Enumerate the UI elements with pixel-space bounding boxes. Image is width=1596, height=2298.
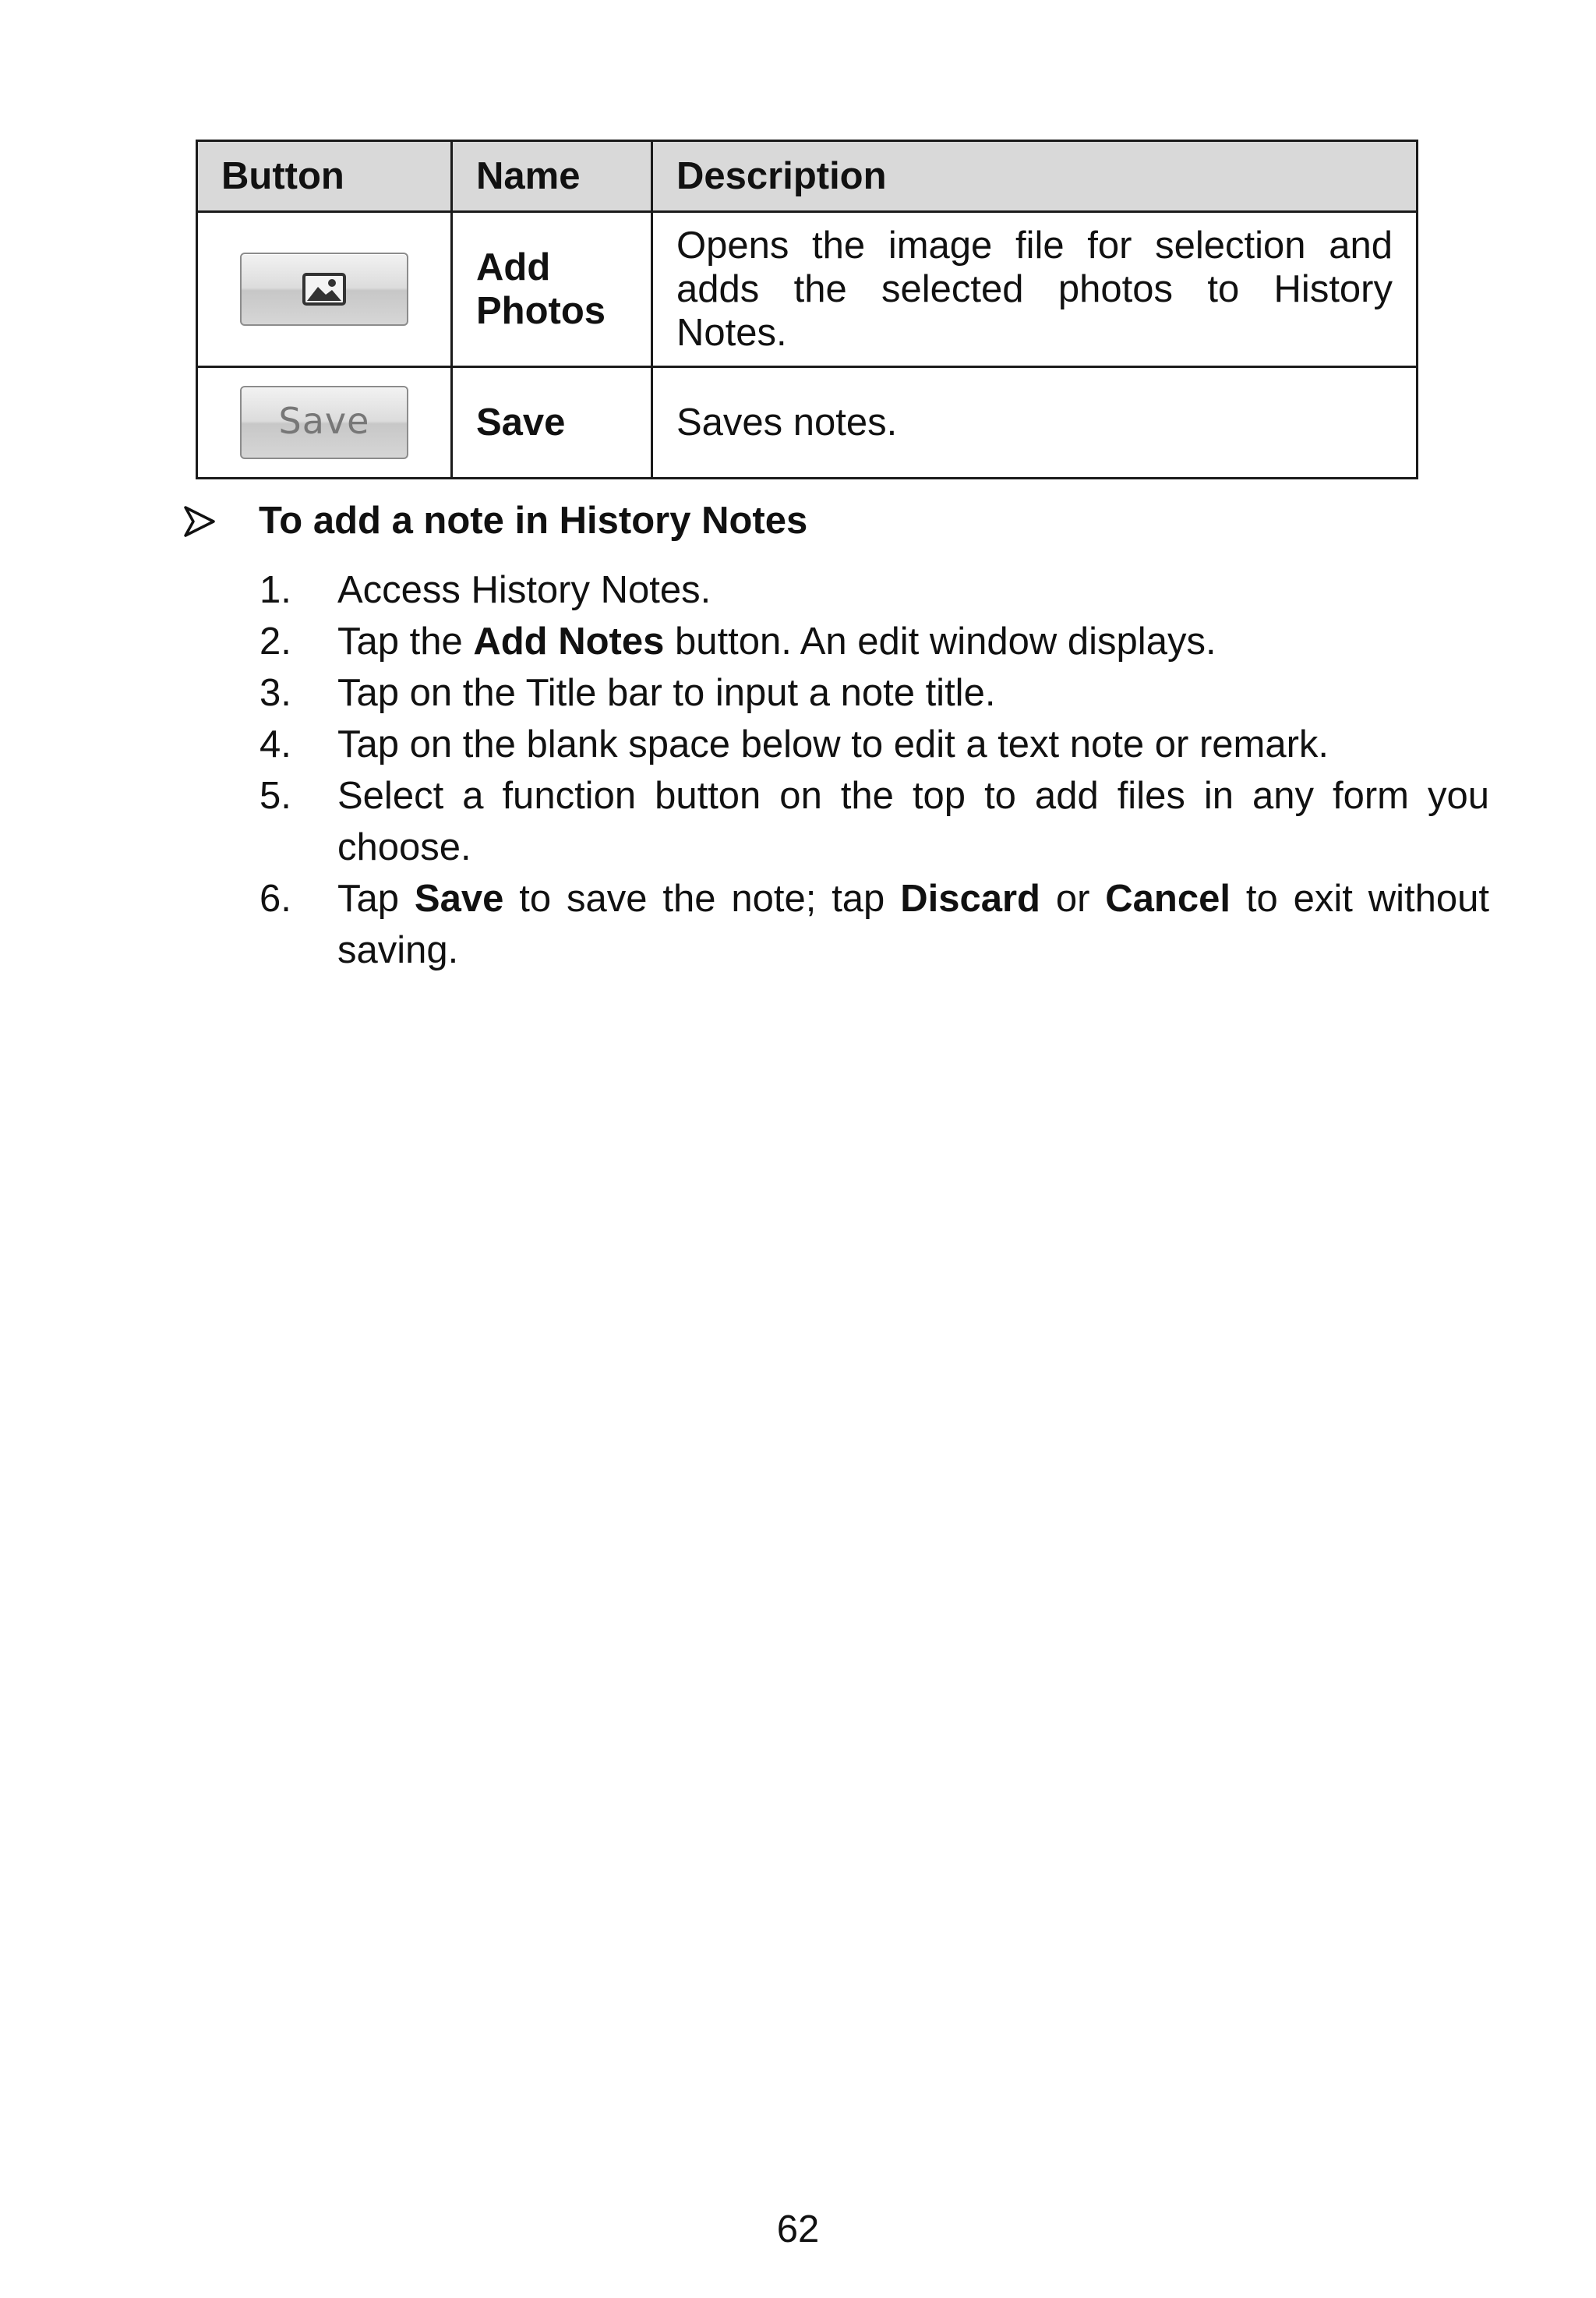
photo-icon bbox=[302, 273, 346, 306]
step-text-segment: Tap bbox=[337, 878, 415, 920]
procedure-title: To add a note in History Notes bbox=[259, 500, 808, 542]
step-text-segment: Select a function button on the top to add files in any form you choose. bbox=[337, 775, 1489, 868]
list-item bbox=[260, 564, 1489, 616]
step-number: 2. bbox=[260, 620, 291, 663]
step-text-segment: Tap the bbox=[337, 620, 474, 663]
step-text-segment: Access History Notes. bbox=[337, 569, 711, 611]
step-text bbox=[337, 878, 1489, 971]
header-description: Description bbox=[652, 141, 1418, 212]
step-text-segment: button. An edit window displays. bbox=[664, 620, 1216, 663]
list-item bbox=[260, 616, 1489, 667]
button-reference-table bbox=[196, 140, 1418, 479]
step-text bbox=[337, 723, 1329, 765]
header-button: Button bbox=[197, 141, 452, 212]
step-text-segment: to save the note; tap bbox=[503, 878, 901, 920]
step-text bbox=[337, 569, 711, 611]
procedure-heading bbox=[184, 499, 807, 543]
step-number: 5. bbox=[260, 775, 291, 817]
arrow-bullet-icon bbox=[184, 499, 259, 543]
step-text-segment: or bbox=[1040, 878, 1106, 920]
bold-term: Cancel bbox=[1105, 878, 1231, 920]
step-text-segment: Tap on the blank space below to edit a text note or remark. bbox=[337, 723, 1329, 765]
add-photos-button-image bbox=[240, 253, 408, 326]
list-item bbox=[260, 873, 1489, 976]
name-add-photos: Add Photos bbox=[452, 212, 652, 367]
description-save: Saves notes. bbox=[652, 367, 1418, 479]
table-header-row bbox=[197, 141, 1418, 212]
table-row bbox=[197, 212, 1418, 367]
bold-term: Add Notes bbox=[473, 620, 665, 663]
bold-term: Discard bbox=[900, 878, 1040, 920]
step-text bbox=[337, 775, 1489, 868]
procedure-steps bbox=[260, 564, 1489, 976]
step-number: 1. bbox=[260, 569, 291, 611]
step-number: 3. bbox=[260, 672, 291, 714]
page-number: 62 bbox=[776, 2208, 820, 2250]
header-name: Name bbox=[452, 141, 652, 212]
step-text-segment: to exit without saving. bbox=[337, 878, 1489, 971]
save-button-image: Save bbox=[240, 386, 408, 459]
button-image-cell bbox=[197, 367, 452, 479]
list-item bbox=[260, 770, 1489, 873]
list-item bbox=[260, 719, 1489, 770]
table-row bbox=[197, 367, 1418, 479]
step-text-segment: Tap on the Title bar to input a note title. bbox=[337, 672, 996, 714]
step-text bbox=[337, 620, 1216, 663]
button-image-cell bbox=[197, 212, 452, 367]
step-number: 6. bbox=[260, 878, 291, 920]
name-save: Save bbox=[452, 367, 652, 479]
list-item bbox=[260, 667, 1489, 719]
bold-term: Save bbox=[414, 878, 504, 920]
step-text bbox=[337, 672, 995, 714]
description-add-photos: Opens the image file for selection and adds the selected photos to History Notes. bbox=[652, 212, 1418, 367]
step-number: 4. bbox=[260, 723, 291, 765]
